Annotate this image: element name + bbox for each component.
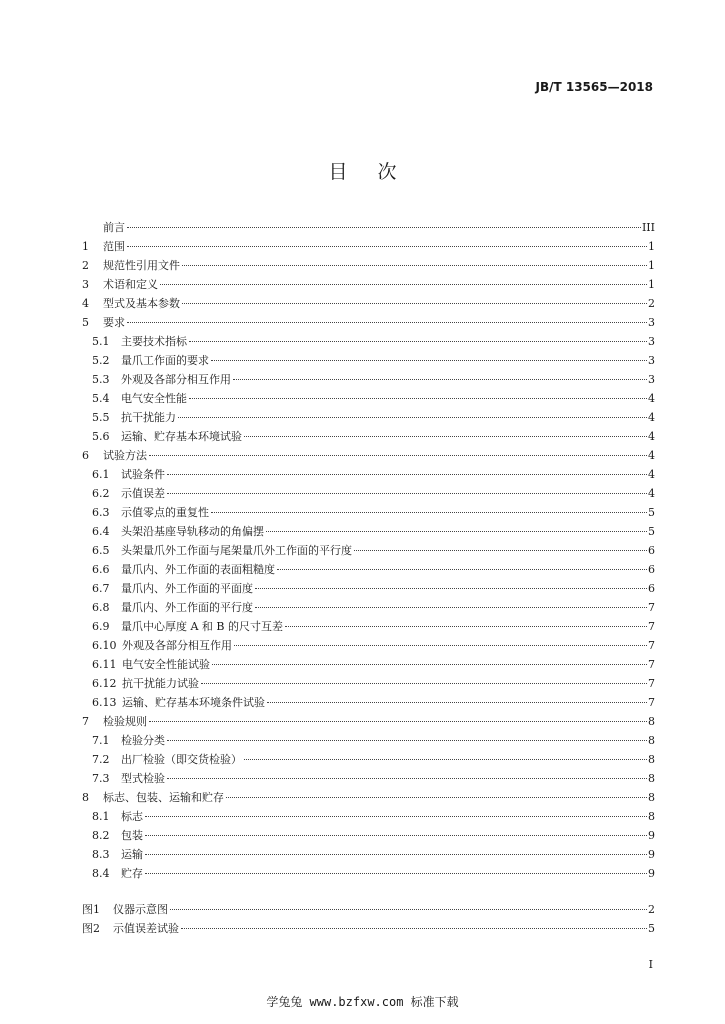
toc-entry[interactable] xyxy=(82,256,655,275)
toc-entry-label: 量爪内、外工作面的平行度 xyxy=(121,601,253,614)
toc-entry[interactable] xyxy=(82,900,655,919)
toc-entry-label: 量爪内、外工作面的表面粗糙度 xyxy=(121,563,275,576)
toc-gap xyxy=(82,883,655,900)
toc-entry[interactable] xyxy=(82,294,655,313)
toc-entry-number: 5.1 xyxy=(92,335,110,348)
toc-entry-number: 图2 xyxy=(82,922,100,935)
toc-entry[interactable] xyxy=(82,636,655,655)
toc-entry[interactable] xyxy=(82,427,655,446)
toc-entry-label: 抗干扰能力试验 xyxy=(122,677,199,690)
toc-entry-number: 7.3 xyxy=(92,772,110,785)
toc-leader-dots xyxy=(181,928,647,929)
toc-entry-number: 6.13 xyxy=(92,696,117,709)
toc-entry-label: 仪器示意图 xyxy=(113,903,168,916)
toc-leader-dots xyxy=(244,759,647,760)
toc-leader-dots xyxy=(277,569,647,570)
toc-entry-number: 5.6 xyxy=(92,430,110,443)
toc-entry-label: 头架沿基座导轨移动的角偏摆 xyxy=(121,525,264,538)
toc-entry-number: 1 xyxy=(82,240,89,253)
toc-entry-label: 检验分类 xyxy=(121,734,165,747)
toc-entry-label: 试验方法 xyxy=(103,449,147,462)
toc-entry-page: 8 xyxy=(648,753,655,766)
toc-leader-dots xyxy=(266,531,647,532)
toc-leader-dots xyxy=(354,550,647,551)
toc-leader-dots xyxy=(170,909,647,910)
toc-entry-label: 术语和定义 xyxy=(103,278,158,291)
toc-entry[interactable] xyxy=(82,560,655,579)
toc-entry-label: 要求 xyxy=(103,316,125,329)
toc-entry-number: 6.12 xyxy=(92,677,117,690)
toc-entry[interactable] xyxy=(82,826,655,845)
toc-leader-dots xyxy=(145,873,647,874)
toc-leader-dots xyxy=(127,322,647,323)
toc-entry[interactable] xyxy=(82,731,655,750)
toc-entry[interactable] xyxy=(82,408,655,427)
toc-leader-dots xyxy=(178,417,647,418)
toc-entry-page: 7 xyxy=(648,677,655,690)
toc-entry[interactable] xyxy=(82,275,655,294)
toc-entry-number: 7 xyxy=(82,715,89,728)
toc-entry-number: 8 xyxy=(82,791,89,804)
toc-leader-dots xyxy=(211,512,647,513)
toc-entry[interactable] xyxy=(82,579,655,598)
toc-entry-page: 6 xyxy=(648,544,655,557)
toc-entry-page: 2 xyxy=(648,297,655,310)
toc-entry-label: 标志 xyxy=(121,810,143,823)
toc-entry-page: 3 xyxy=(648,354,655,367)
toc-entry-number: 3 xyxy=(82,278,89,291)
toc-entry[interactable] xyxy=(82,389,655,408)
toc-entry-number: 6 xyxy=(82,449,89,462)
toc-entry-number: 6.7 xyxy=(92,582,110,595)
toc-entry-label: 示值误差试验 xyxy=(113,922,179,935)
toc-leader-dots xyxy=(127,227,641,228)
toc-entry-label: 运输 xyxy=(121,848,143,861)
toc-leader-dots xyxy=(212,664,647,665)
toc-entry-page: III xyxy=(641,221,655,234)
toc-entry-number: 5.5 xyxy=(92,411,110,424)
toc-entry-page: 4 xyxy=(648,392,655,405)
toc-entry-number: 6.3 xyxy=(92,506,110,519)
toc-entry-page: 9 xyxy=(648,829,655,842)
toc-entry-page: 4 xyxy=(648,449,655,462)
toc-entry-label: 主要技术指标 xyxy=(121,335,187,348)
toc-leader-dots xyxy=(233,379,647,380)
toc-entry-number: 5.2 xyxy=(92,354,110,367)
toc-entry-number: 6.8 xyxy=(92,601,110,614)
toc-entry[interactable] xyxy=(82,598,655,617)
toc-entry-number: 5.4 xyxy=(92,392,110,405)
toc-entry-page: 8 xyxy=(648,715,655,728)
toc-entry-number: 2 xyxy=(82,259,89,272)
toc-entry-page: 7 xyxy=(648,658,655,671)
toc-entry-number: 5 xyxy=(82,316,89,329)
toc-entry-page: 6 xyxy=(648,563,655,576)
toc-leader-dots xyxy=(167,778,647,779)
toc-entry-page: 7 xyxy=(648,639,655,652)
toc-entry-label: 试验条件 xyxy=(121,468,165,481)
toc-entry[interactable] xyxy=(82,484,655,503)
toc-entry-number: 5.3 xyxy=(92,373,110,386)
toc-entry-number: 6.4 xyxy=(92,525,110,538)
toc-entry[interactable] xyxy=(82,655,655,674)
toc-entry-label: 出厂检验（即交货检验） xyxy=(121,753,242,766)
toc-entry-label: 量爪中心厚度 A 和 B 的尺寸互差 xyxy=(121,620,284,633)
toc-entry-page: 8 xyxy=(648,734,655,747)
toc-leader-dots xyxy=(167,740,647,741)
toc-entry-number: 6.10 xyxy=(92,639,117,652)
toc-entry-label: 运输、贮存基本环境条件试验 xyxy=(122,696,265,709)
toc-leader-dots xyxy=(211,360,647,361)
toc-entry[interactable] xyxy=(82,693,655,712)
toc-entry-label: 包装 xyxy=(121,829,143,842)
toc-entry[interactable] xyxy=(82,446,655,465)
toc-entry-page: 4 xyxy=(648,487,655,500)
toc-entry[interactable] xyxy=(82,503,655,522)
toc-entry-label: 运输、贮存基本环境试验 xyxy=(121,430,242,443)
toc-entry[interactable] xyxy=(82,617,655,636)
toc-entry[interactable] xyxy=(82,351,655,370)
toc-entry-page: 9 xyxy=(648,867,655,880)
toc-leader-dots xyxy=(285,626,647,627)
toc-leader-dots xyxy=(201,683,647,684)
toc-entry-page: 9 xyxy=(648,848,655,861)
toc-leader-dots xyxy=(160,284,647,285)
toc-entry-page: 1 xyxy=(648,278,655,291)
toc-entry-page: 7 xyxy=(648,696,655,709)
toc-entry-page: 6 xyxy=(648,582,655,595)
toc-entry-number: 8.2 xyxy=(92,829,110,842)
toc-leader-dots xyxy=(167,493,647,494)
standard-code: JB/T 13565—2018 xyxy=(535,80,653,94)
page-number: I xyxy=(648,958,653,971)
toc-entry[interactable] xyxy=(82,370,655,389)
toc-entry-page: 5 xyxy=(648,525,655,538)
toc-leader-dots xyxy=(149,721,647,722)
toc-leader-dots xyxy=(234,645,647,646)
toc-entry-label: 外观及各部分相互作用 xyxy=(121,373,231,386)
toc-leader-dots xyxy=(189,398,647,399)
toc-leader-dots xyxy=(255,588,647,589)
toc-entry[interactable] xyxy=(82,674,655,693)
toc-entry[interactable] xyxy=(82,465,655,484)
toc-leader-dots xyxy=(189,341,647,342)
toc-leader-dots xyxy=(226,797,647,798)
toc-leader-dots xyxy=(182,265,647,266)
toc-entry[interactable] xyxy=(82,237,655,256)
toc-entry-page: 4 xyxy=(648,430,655,443)
toc-entry[interactable] xyxy=(82,769,655,788)
toc-entry-page: 1 xyxy=(648,240,655,253)
toc-entry-label: 抗干扰能力 xyxy=(121,411,176,424)
toc-entry-number: 6.5 xyxy=(92,544,110,557)
toc-leader-dots xyxy=(182,303,647,304)
toc-entry[interactable] xyxy=(82,788,655,807)
toc-entry-label: 型式检验 xyxy=(121,772,165,785)
toc-entry-number: 8.3 xyxy=(92,848,110,861)
toc-entry-label: 示值误差 xyxy=(121,487,165,500)
toc-leader-dots xyxy=(145,835,647,836)
toc-entry-page: 8 xyxy=(648,772,655,785)
toc-entry-label: 量爪工作面的要求 xyxy=(121,354,209,367)
toc-entry-label: 标志、包装、运输和贮存 xyxy=(103,791,224,804)
toc-entry-label: 电气安全性能试验 xyxy=(122,658,210,671)
toc-entry-number: 6.6 xyxy=(92,563,110,576)
footer-watermark: 学兔兔 www.bzfxw.com 标准下载 xyxy=(266,995,459,1009)
toc-entry[interactable] xyxy=(82,332,655,351)
toc-entry[interactable] xyxy=(82,807,655,826)
toc-entry-page: 4 xyxy=(648,411,655,424)
toc-entry[interactable] xyxy=(82,750,655,769)
toc-entry-page: 8 xyxy=(648,791,655,804)
toc-entry-page: 7 xyxy=(648,620,655,633)
toc-entry-number: 8.1 xyxy=(92,810,110,823)
toc-entry-number: 7.1 xyxy=(92,734,110,747)
toc-entry-label: 型式及基本参数 xyxy=(103,297,180,310)
toc-entry-label: 检验规则 xyxy=(103,715,147,728)
toc-entry-label: 示值零点的重复性 xyxy=(121,506,209,519)
toc-entry[interactable] xyxy=(82,864,655,883)
toc-entry-page: 3 xyxy=(648,316,655,329)
toc-leader-dots xyxy=(145,854,647,855)
toc-leader-dots xyxy=(167,474,647,475)
toc-entry-page: 5 xyxy=(648,922,655,935)
toc-entry-page: 4 xyxy=(648,468,655,481)
toc-entry-number: 7.2 xyxy=(92,753,110,766)
toc-entry-number: 6.1 xyxy=(92,468,110,481)
toc-entry-page: 3 xyxy=(648,335,655,348)
toc-leader-dots xyxy=(145,816,647,817)
toc-entry-number: 6.9 xyxy=(92,620,110,633)
toc-entry-label: 头架量爪外工作面与尾架量爪外工作面的平行度 xyxy=(121,544,352,557)
toc-entry-page: 7 xyxy=(648,601,655,614)
toc-entry-page: 2 xyxy=(648,903,655,916)
toc-entry-label: 外观及各部分相互作用 xyxy=(122,639,232,652)
toc-entry-number: 4 xyxy=(82,297,89,310)
toc-entry-label: 前言 xyxy=(103,221,125,234)
toc-entry-label: 范围 xyxy=(103,240,125,253)
toc-entry-label: 量爪内、外工作面的平面度 xyxy=(121,582,253,595)
toc-leader-dots xyxy=(244,436,647,437)
toc-entry[interactable] xyxy=(82,919,655,938)
toc-entry-page: 3 xyxy=(648,373,655,386)
page-title: 目次 xyxy=(328,161,427,183)
toc-entry[interactable] xyxy=(82,313,655,332)
toc-entry-number: 6.2 xyxy=(92,487,110,500)
toc-leader-dots xyxy=(255,607,647,608)
toc-entry[interactable] xyxy=(82,522,655,541)
toc-entry-label: 电气安全性能 xyxy=(121,392,187,405)
toc-leader-dots xyxy=(267,702,647,703)
toc-entry[interactable] xyxy=(82,712,655,731)
toc-leader-dots xyxy=(127,246,647,247)
toc-entry-number: 图1 xyxy=(82,903,100,916)
toc-entry[interactable] xyxy=(82,541,655,560)
toc-entry-page: 1 xyxy=(648,259,655,272)
toc-leader-dots xyxy=(149,455,647,456)
toc-entry-label: 贮存 xyxy=(121,867,143,880)
toc-entry-page: 8 xyxy=(648,810,655,823)
toc-entry[interactable] xyxy=(82,218,655,237)
toc-entry-number: 8.4 xyxy=(92,867,110,880)
toc-entry-number: 6.11 xyxy=(92,658,117,671)
toc-entry[interactable] xyxy=(82,845,655,864)
table-of-contents xyxy=(82,218,655,938)
toc-entry-label: 规范性引用文件 xyxy=(103,259,180,272)
toc-entry-page: 5 xyxy=(648,506,655,519)
